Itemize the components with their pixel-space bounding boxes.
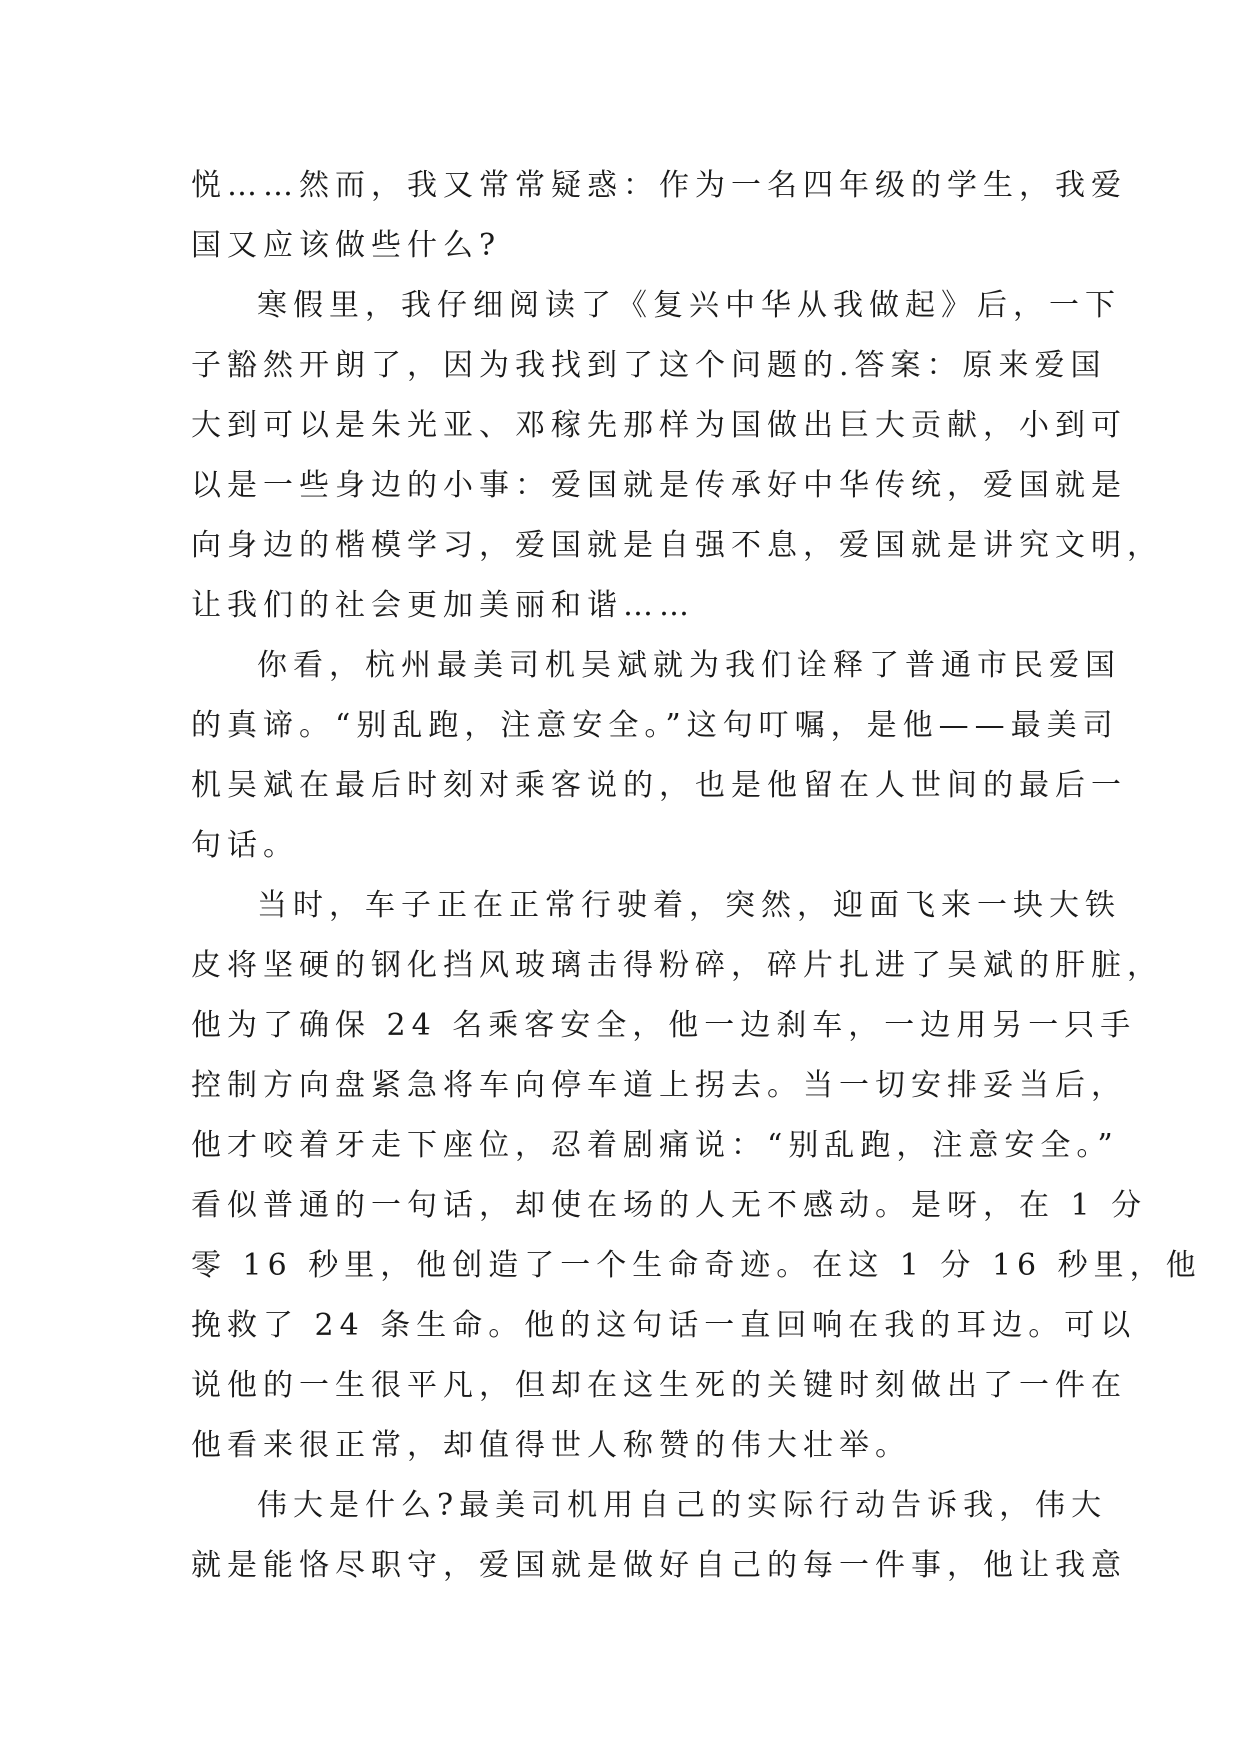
text-line: 说他的一生很平凡，但却在这生死的关键时刻做出了一件在	[191, 1368, 1127, 1403]
body-text	[191, 156, 1202, 1596]
text-line: 子豁然开朗了，因为我找到了这个问题的.答案：原来爱国	[191, 348, 1107, 383]
text-line: 当时，车子正在正常行驶着，突然，迎面飞来一块大铁	[257, 888, 1121, 923]
text-line: 机吴斌在最后时刻对乘客说的，也是他留在人世间的最后一	[191, 768, 1127, 803]
text-line: 让我们的社会更加美丽和谐……	[191, 588, 695, 623]
text-line: 伟大是什么?最美司机用自己的实际行动告诉我，伟大	[257, 1488, 1108, 1523]
paragraph	[191, 876, 1202, 1476]
paragraph	[191, 156, 1127, 276]
text-line: 寒假里，我仔细阅读了《复兴中华从我做起》后，一下	[257, 288, 1121, 323]
paragraph	[191, 1476, 1127, 1596]
text-line: 的真谛。“别乱跑，注意安全。”这句叮嘱，是他——最美司	[191, 708, 1119, 743]
text-line: 以是一些身边的小事：爱国就是传承好中华传统，爱国就是	[191, 468, 1127, 503]
text-line: 控制方向盘紧急将车向停车道上拐去。当一切安排妥当后，	[191, 1068, 1127, 1103]
text-line: 你看，杭州最美司机吴斌就为我们诠释了普通市民爱国	[257, 648, 1121, 683]
text-line: 他才咬着牙走下座位，忍着剧痛说：“别乱跑，注意安全。”	[191, 1128, 1119, 1163]
text-line: 悦……然而，我又常常疑惑：作为一名四年级的学生，我爱	[191, 168, 1127, 203]
text-line: 就是能恪尽职守，爱国就是做好自己的每一件事，他让我意	[191, 1548, 1127, 1583]
text-line: 零 16 秒里，他创造了一个生命奇迹。在这 1 分 16 秒里，他	[191, 1248, 1202, 1283]
text-line: 他看来很正常，却值得世人称赞的伟大壮举。	[191, 1428, 911, 1463]
text-line: 皮将坚硬的钢化挡风玻璃击得粉碎，碎片扎进了吴斌的肝脏，	[191, 948, 1163, 983]
paragraph	[191, 636, 1127, 876]
text-line: 挽救了 24 条生命。他的这句话一直回响在我的耳边。可以	[191, 1308, 1137, 1343]
text-line: 大到可以是朱光亚、邓稼先那样为国做出巨大贡献，小到可	[191, 408, 1127, 443]
text-line: 句话。	[191, 828, 299, 863]
text-line: 向身边的楷模学习，爱国就是自强不息，爱国就是讲究文明，	[191, 528, 1163, 563]
paragraph	[191, 276, 1163, 636]
text-line: 他为了确保 24 名乘客安全，他一边刹车，一边用另一只手	[191, 1008, 1137, 1043]
text-line: 看似普通的一句话，却使在场的人无不感动。是呀，在 1 分	[191, 1188, 1148, 1223]
text-line: 国又应该做些什么?	[191, 228, 502, 263]
